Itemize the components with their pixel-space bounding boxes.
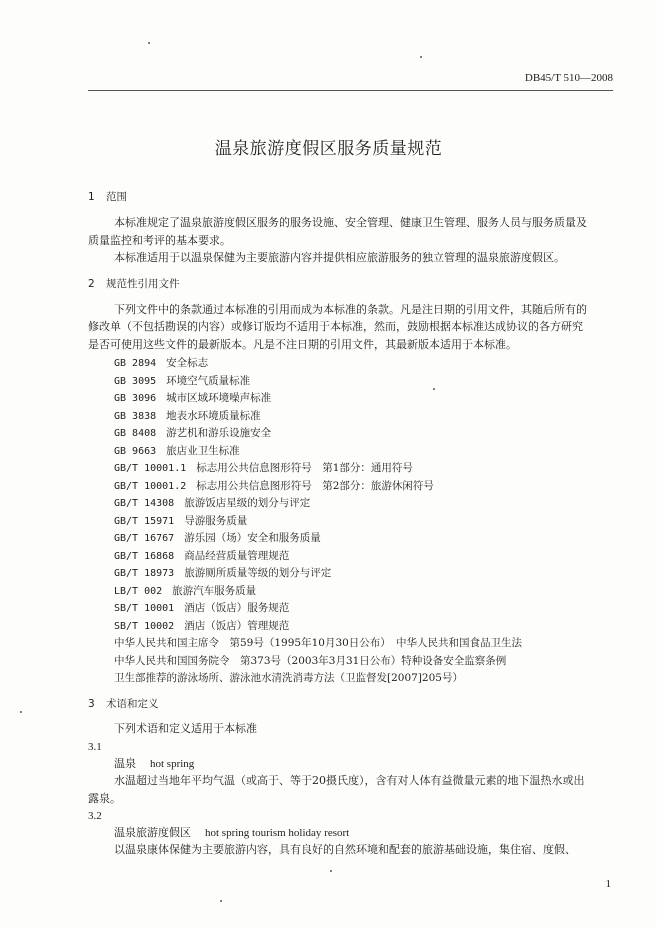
header-rule xyxy=(88,90,613,91)
scan-speck xyxy=(433,388,435,390)
reference-item xyxy=(114,514,247,529)
page-number: 1 xyxy=(605,878,611,890)
reference-code: GB/T 10001.1 xyxy=(114,463,187,474)
reference-code: GB/T 18973 xyxy=(114,568,175,579)
reference-title: 环境空气质量标准 xyxy=(166,375,251,387)
reference-code: GB/T 16868 xyxy=(114,551,175,562)
reference-item xyxy=(114,531,321,546)
reference-item xyxy=(114,374,250,389)
reference-code: SB/T 10001 xyxy=(114,603,175,614)
reference-code: GB/T 10001.2 xyxy=(114,481,187,492)
reference-item xyxy=(114,566,331,581)
reference-item xyxy=(114,549,289,564)
term-number: 3.1 xyxy=(88,741,102,753)
paragraph: 修改单（不包括勘误的内容）或修订版均不适用于本标准，然而，鼓励根据本标准达成协议的各方研究 xyxy=(88,320,583,333)
standard-code: DB45/T 510—2008 xyxy=(524,72,613,84)
law-reference: 中华人民共和国国务院令 第373号（2003年3月31日公布）特种设备安全监察条例 xyxy=(114,655,507,667)
scan-speck xyxy=(420,56,422,58)
paragraph: 质量监控和考评的基本要求。 xyxy=(88,234,231,247)
scan-speck xyxy=(330,870,332,872)
reference-code: LB/T 002 xyxy=(114,586,163,597)
reference-title: 商品经营质量管理规范 xyxy=(184,550,290,562)
paragraph: 下列术语和定义适用于本标准 xyxy=(114,722,257,735)
section-3-heading xyxy=(88,697,159,711)
reference-item xyxy=(114,409,261,424)
section-title: 规范性引用文件 xyxy=(106,278,180,290)
document-title: 温泉旅游度假区服务质量规范 xyxy=(214,139,443,159)
reference-code: GB 3096 xyxy=(114,393,157,404)
term-definition: 以温泉康体保健为主要旅游内容，具有良好的自然环境和配套的旅游基础设施，集住宿、度假、 xyxy=(114,843,576,856)
paragraph: 是否可使用这些文件的最新版本。凡是不注日期的引用文件，其最新版本适用于本标准。 xyxy=(88,338,517,351)
reference-item xyxy=(114,444,240,459)
reference-title: 安全标志 xyxy=(166,357,209,369)
reference-title: 地表水环境质量标准 xyxy=(166,410,261,422)
reference-title: 旅店业卫生标准 xyxy=(166,445,240,457)
reference-code: GB 9663 xyxy=(114,446,157,457)
term-definition: 水温超过当地年平均气温（或高于、等于20摄氏度），含有对人体有益微量元素的地下温热水或出 xyxy=(114,774,585,787)
term-definition: 露泉。 xyxy=(88,792,121,805)
law-reference: 卫生部推荐的游泳场所、游泳池水清洗消毒方法（卫监督发[2007]205号） xyxy=(114,672,463,684)
reference-item xyxy=(114,601,289,616)
term-en: hot spring xyxy=(150,758,195,770)
section-1-heading xyxy=(88,190,127,204)
term-zh: 温泉旅游度假区 xyxy=(114,826,191,839)
reference-title: 游艺机和游乐设施安全 xyxy=(166,427,272,439)
section-title: 范围 xyxy=(106,191,127,203)
section-number: 1 xyxy=(88,191,95,203)
term-heading xyxy=(114,826,349,840)
reference-code: SB/T 10002 xyxy=(114,621,175,632)
reference-item xyxy=(114,619,289,634)
term-en: hot spring tourism holiday resort xyxy=(205,827,350,839)
section-title: 术语和定义 xyxy=(106,698,159,710)
reference-item xyxy=(114,584,256,599)
paragraph: 本标准适用于以温泉保健为主要旅游内容并提供相应旅游服务的独立管理的温泉旅游度假区。 xyxy=(114,251,565,264)
reference-title: 酒店（饭店）管理规范 xyxy=(184,620,290,632)
section-number: 2 xyxy=(88,278,95,290)
scan-speck xyxy=(148,42,150,44)
reference-code: GB 3095 xyxy=(114,376,157,387)
reference-code: GB 8408 xyxy=(114,428,157,439)
reference-title: 旅游饭店星级的划分与评定 xyxy=(184,497,311,509)
reference-item xyxy=(114,356,208,371)
scan-speck xyxy=(220,900,222,902)
reference-code: GB/T 15971 xyxy=(114,516,175,527)
reference-title: 城市区域环境噪声标准 xyxy=(166,392,272,404)
section-2-heading xyxy=(88,277,180,291)
reference-title: 旅游厕所质量等级的划分与评定 xyxy=(184,567,332,579)
reference-title: 旅游汽车服务质量 xyxy=(172,585,257,597)
reference-title: 导游服务质量 xyxy=(184,515,248,527)
reference-title: 标志用公共信息图形符号 第2部分：旅游休闲符号 xyxy=(196,480,434,492)
reference-item xyxy=(114,391,271,406)
reference-item xyxy=(114,479,434,494)
term-number: 3.2 xyxy=(88,810,102,822)
reference-item xyxy=(114,461,413,476)
reference-code: GB 3838 xyxy=(114,411,157,422)
reference-code: GB/T 16767 xyxy=(114,533,175,544)
paragraph: 下列文件中的条款通过本标准的引用而成为本标准的条款。凡是注日期的引用文件，其随后所有的 xyxy=(114,303,587,316)
term-heading xyxy=(114,757,194,771)
reference-item xyxy=(114,496,310,511)
term-zh: 温泉 xyxy=(114,757,136,770)
reference-code: GB/T 14308 xyxy=(114,498,175,509)
reference-title: 标志用公共信息图形符号 第1部分：通用符号 xyxy=(196,462,413,474)
reference-code: GB 2894 xyxy=(114,358,157,369)
reference-item xyxy=(114,426,271,441)
paragraph: 本标准规定了温泉旅游度假区服务的服务设施、安全管理、健康卫生管理、服务人员与服务质量及 xyxy=(114,216,587,229)
law-reference: 中华人民共和国主席令 第59号（1995年10月30日公布） 中华人民共和国食品卫生法 xyxy=(114,637,523,649)
reference-title: 游乐园（场）安全和服务质量 xyxy=(184,532,321,544)
scan-speck xyxy=(20,711,22,713)
section-number: 3 xyxy=(88,698,95,710)
reference-title: 酒店（饭店）服务规范 xyxy=(184,602,290,614)
